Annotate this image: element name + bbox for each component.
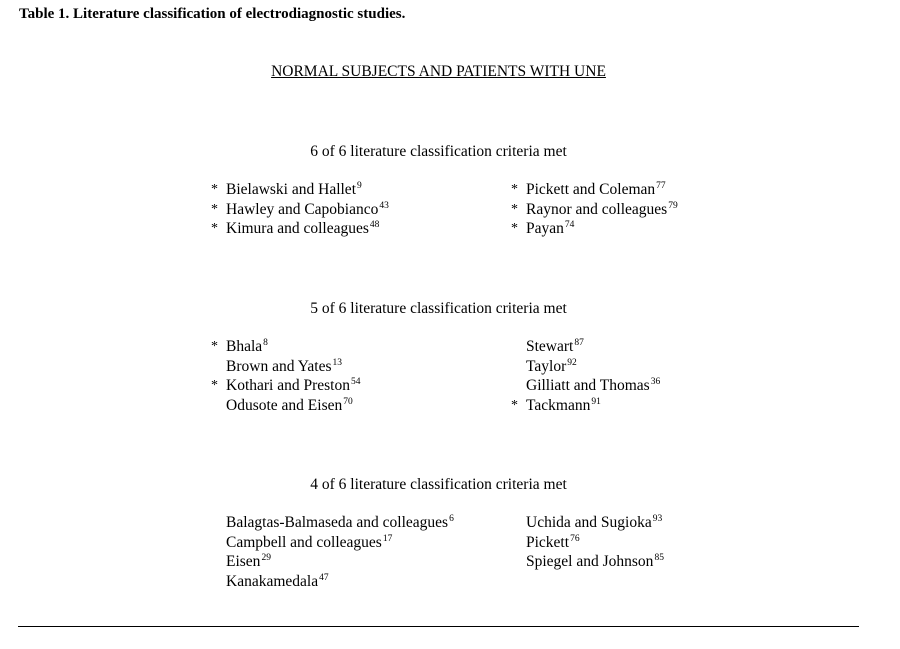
group-heading-5-of-6: 5 of 6 literature classification criteria met (310, 300, 567, 317)
asterisk-marker: * (211, 378, 218, 394)
list-item (526, 533, 664, 553)
group-4-left-list (226, 513, 454, 591)
reference-number: 77 (656, 181, 666, 191)
group-heading-6-of-6: 6 of 6 literature classification criteria met (310, 143, 567, 160)
reference-number: 47 (319, 572, 329, 583)
reference-number: 93 (652, 514, 663, 524)
bottom-rule (18, 626, 859, 627)
list-item (526, 376, 660, 396)
list-item (511, 219, 678, 239)
author-name: Stewart (526, 338, 574, 355)
reference-number: 79 (668, 200, 678, 211)
list-item (226, 357, 360, 377)
author-name: Uchida and Sugioka (526, 514, 652, 531)
author-name: Payan (526, 220, 564, 238)
reference-number: 85 (654, 553, 664, 564)
group-5-left-list (211, 337, 361, 415)
asterisk-marker: * (211, 221, 218, 237)
reference-number: 87 (574, 338, 584, 348)
group-4-right-list (526, 513, 664, 572)
list-item (526, 513, 664, 533)
asterisk-marker: * (511, 397, 518, 413)
reference-number: 6 (449, 514, 454, 524)
list-item (526, 357, 660, 377)
reference-number: 17 (382, 533, 393, 544)
list-item (211, 337, 360, 357)
author-name: Hawley and Capobianco (226, 200, 379, 218)
reference-number: 43 (379, 200, 389, 211)
asterisk-marker: * (211, 339, 218, 354)
list-item (511, 180, 678, 200)
reference-number: 36 (650, 377, 661, 388)
list-item (526, 337, 660, 357)
author-name: Raynor and colleagues (526, 200, 668, 218)
author-name: Eisen (226, 553, 261, 571)
author-name: Tackmann (526, 396, 591, 414)
list-item (226, 533, 454, 553)
author-name: Taylor (526, 357, 567, 375)
author-name: Brown and Yates (226, 357, 332, 375)
asterisk-marker: * (511, 182, 518, 197)
author-name: Bhala (226, 338, 263, 355)
list-item (526, 552, 664, 572)
reference-number: 70 (343, 396, 353, 407)
reference-number: 9 (357, 181, 362, 191)
author-name: Kothari and Preston (226, 377, 350, 395)
author-name: Campbell and colleagues (226, 533, 382, 551)
asterisk-marker: * (211, 201, 218, 217)
reference-number: 13 (332, 357, 342, 368)
list-item (211, 219, 389, 239)
reference-number: 29 (261, 553, 271, 564)
group-6-right-list (511, 180, 678, 239)
list-item (226, 513, 454, 533)
list-item (511, 200, 678, 220)
asterisk-marker: * (211, 182, 218, 197)
section-heading: NORMAL SUBJECTS AND PATIENTS WITH UNE (271, 63, 606, 80)
reference-number: 76 (570, 533, 580, 544)
table-title: Table 1. Literature classification of electrodiagnostic studies. (19, 6, 406, 22)
author-name: Spiegel and Johnson (526, 553, 654, 571)
group-5-right-list (511, 337, 661, 415)
group-6-left-list (211, 180, 389, 239)
reference-number: 48 (369, 220, 380, 231)
list-item (211, 376, 361, 396)
author-name: Kimura and colleagues (226, 220, 369, 238)
author-name: Gilliatt and Thomas (526, 377, 650, 395)
list-item (226, 572, 454, 592)
reference-number: 54 (350, 377, 361, 388)
author-name: Pickett (526, 533, 570, 551)
reference-number: 8 (263, 338, 268, 348)
author-name: Odusote and Eisen (226, 396, 343, 414)
author-name: Bielawski and Hallet (226, 181, 356, 198)
asterisk-marker: * (511, 221, 518, 237)
group-heading-4-of-6: 4 of 6 literature classification criteria met (310, 476, 567, 493)
list-item (511, 396, 660, 416)
author-name: Pickett and Coleman (526, 181, 656, 198)
list-item (211, 200, 389, 220)
list-item (211, 180, 389, 200)
author-name: Balagtas-Balmaseda and colleagues (226, 514, 449, 531)
reference-number: 91 (591, 396, 601, 407)
author-name: Kanakamedala (226, 572, 319, 590)
reference-number: 74 (564, 220, 575, 231)
list-item (226, 552, 454, 572)
list-item (226, 396, 360, 416)
asterisk-marker: * (511, 201, 518, 217)
reference-number: 92 (567, 357, 577, 368)
